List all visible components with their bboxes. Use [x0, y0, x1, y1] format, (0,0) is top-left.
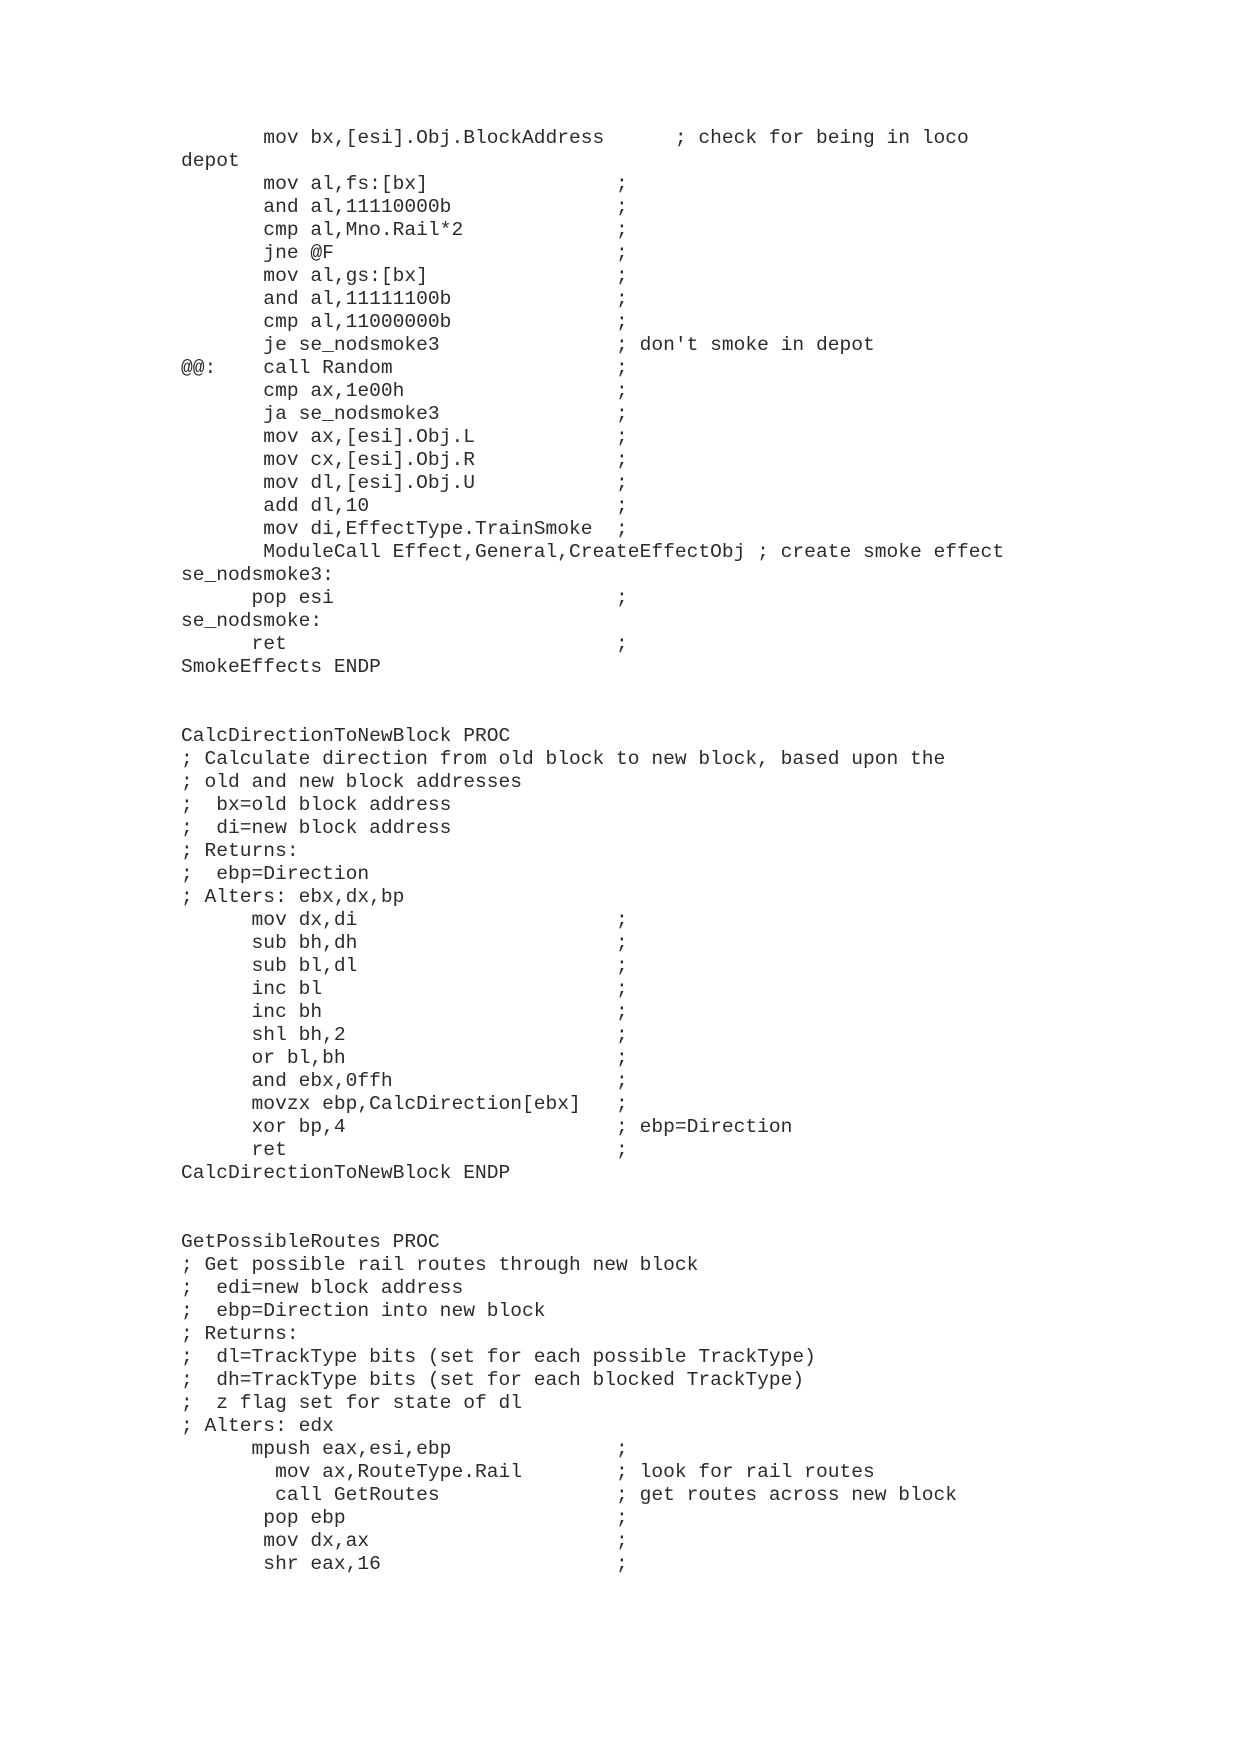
code-line: shl bh,2 ; [181, 1024, 628, 1046]
code-line: cmp al,Mno.Rail*2 ; [181, 219, 628, 241]
code-line [181, 1208, 1004, 1231]
code-line: pop esi ; [181, 587, 628, 609]
code-line: add dl,10 ; [181, 495, 628, 517]
code-line: pop ebp ; [181, 1507, 628, 1529]
code-line: mov dx,ax ; [181, 1530, 628, 1552]
code-line: sub bh,dh ; [181, 932, 628, 954]
code-line: mov al,gs:[bx] ; [181, 265, 628, 287]
code-line: ; edi=new block address [181, 1277, 464, 1299]
code-line: inc bl ; [181, 978, 628, 1000]
code-line: mov ax,[esi].Obj.L ; [181, 426, 628, 448]
code-line: ret ; [181, 633, 628, 655]
code-line: ; di=new block address [181, 817, 452, 839]
code-line: or bl,bh ; [181, 1047, 628, 1069]
code-line: GetPossibleRoutes PROC [181, 1231, 440, 1253]
code-line: ; dh=TrackType bits (set for each blocked TrackType) [181, 1369, 805, 1391]
code-line: ; Alters: ebx,dx,bp [181, 886, 405, 908]
code-line: se_nodsmoke: [181, 610, 323, 632]
code-line: mpush eax,esi,ebp ; [181, 1438, 628, 1460]
code-line [181, 679, 1004, 702]
code-line: jne @F ; [181, 242, 628, 264]
code-line: ; old and new block addresses [181, 771, 522, 793]
code-line: mov cx,[esi].Obj.R ; [181, 449, 628, 471]
code-line: cmp ax,1e00h ; [181, 380, 628, 402]
code-line: ; ebp=Direction into new block [181, 1300, 546, 1322]
code-line: ; Get possible rail routes through new block [181, 1254, 699, 1276]
code-line: and ebx,0ffh ; [181, 1070, 628, 1092]
code-line: mov dx,di ; [181, 909, 628, 931]
code-line [181, 702, 1004, 725]
code-line: ja se_nodsmoke3 ; [181, 403, 628, 425]
code-line: ; bx=old block address [181, 794, 452, 816]
code-line: mov bx,[esi].Obj.BlockAddress ; check for being in loco [181, 127, 969, 149]
code-line: sub bl,dl ; [181, 955, 628, 977]
code-line: xor bp,4 ; ebp=Direction [181, 1116, 793, 1138]
code-line: CalcDirectionToNewBlock ENDP [181, 1162, 511, 1184]
code-line: je se_nodsmoke3 ; don't smoke in depot [181, 334, 875, 356]
code-line: movzx ebp,CalcDirection[ebx] ; [181, 1093, 628, 1115]
code-line: ModuleCall Effect,General,CreateEffectObj ; create smoke effect [181, 541, 1005, 563]
code-line: and al,11110000b ; [181, 196, 628, 218]
code-line: shr eax,16 ; [181, 1553, 628, 1575]
code-line: ; dl=TrackType bits (set for each possible TrackType) [181, 1346, 816, 1368]
code-line: CalcDirectionToNewBlock PROC [181, 725, 511, 747]
code-line: mov al,fs:[bx] ; [181, 173, 628, 195]
code-line: ; Calculate direction from old block to new block, based upon the [181, 748, 946, 770]
code-line: SmokeEffects ENDP [181, 656, 381, 678]
code-line: ret ; [181, 1139, 628, 1161]
code-line: mov dl,[esi].Obj.U ; [181, 472, 628, 494]
code-line: ; Returns: [181, 1323, 299, 1345]
code-line [181, 1185, 1004, 1208]
code-line: and al,11111100b ; [181, 288, 628, 310]
code-line: call GetRoutes ; get routes across new block [181, 1484, 958, 1506]
code-line: ; Returns: [181, 840, 299, 862]
code-line: ; z flag set for state of dl [181, 1392, 522, 1414]
code-line: mov ax,RouteType.Rail ; look for rail routes [181, 1461, 875, 1483]
code-line: se_nodsmoke3: [181, 564, 334, 586]
code-line: mov di,EffectType.TrainSmoke ; [181, 518, 628, 540]
code-line: ; ebp=Direction [181, 863, 370, 885]
code-line: inc bh ; [181, 1001, 628, 1023]
code-line: cmp al,11000000b ; [181, 311, 628, 333]
assembly-code-listing [181, 127, 1004, 1576]
code-line: depot [181, 150, 240, 172]
code-line: @@: call Random ; [181, 357, 628, 379]
code-line: ; Alters: edx [181, 1415, 334, 1437]
